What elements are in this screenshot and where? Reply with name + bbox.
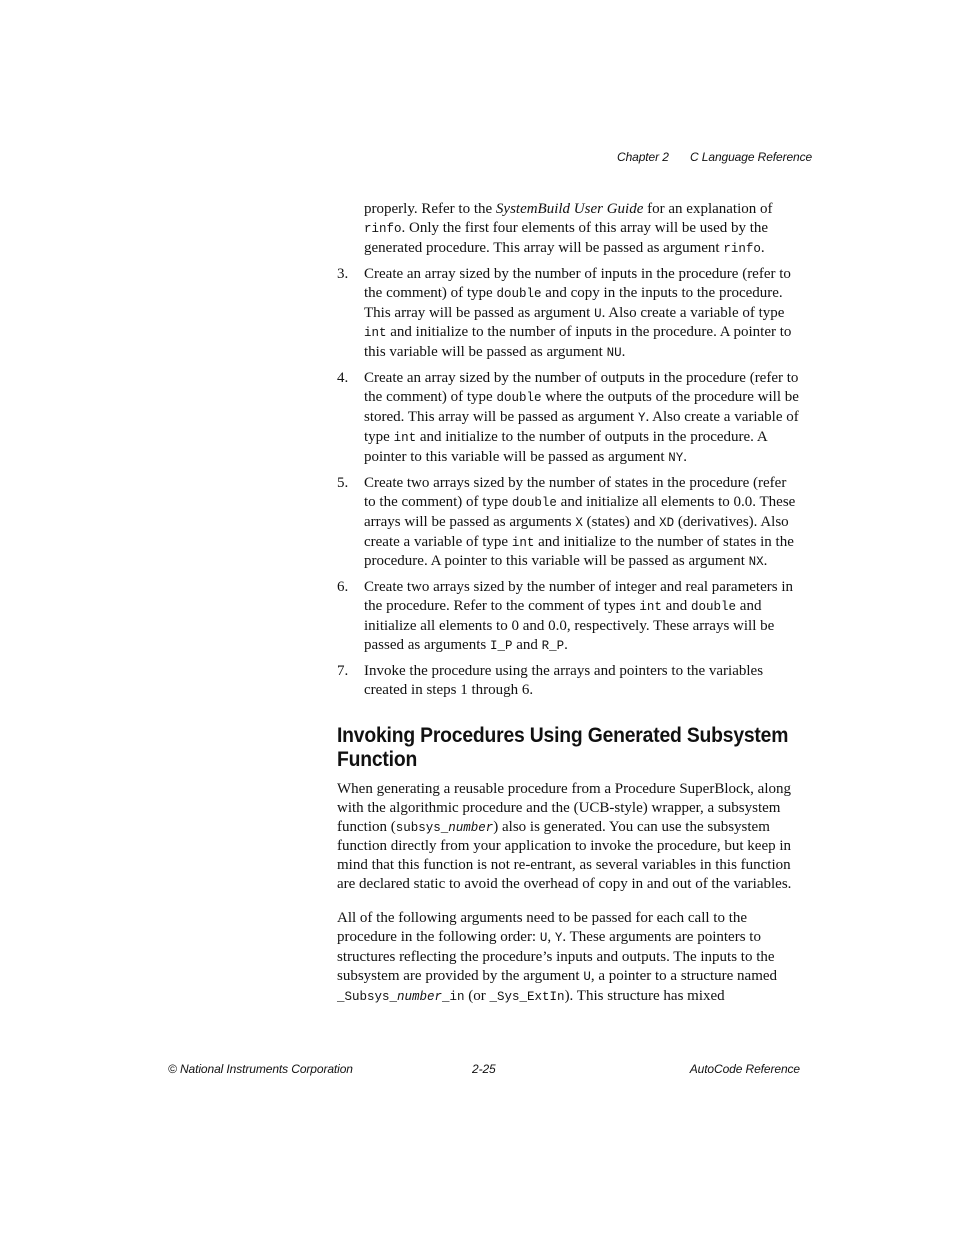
- step-number: 3.: [337, 265, 349, 282]
- step-number: 6.: [337, 579, 349, 596]
- code-term: NX: [748, 555, 764, 570]
- code-term: Y: [554, 931, 563, 946]
- code-term: double: [511, 495, 557, 510]
- header-section-title: C Language Reference: [690, 150, 813, 164]
- code-term: int: [511, 535, 535, 550]
- list-item-step-5: 5. Create two arrays sized by the number of states in the procedure (refer to the comment) of type double and initialize all elements to 0.0. These arrays will be passed as arguments X (states) and XD (derivatives). Also create a variable of type int and initialize to the number of states in the procedure. A pointer to this variable will be passed as argument NX.: [337, 474, 796, 570]
- code-term: int: [364, 326, 387, 341]
- running-header: [617, 150, 669, 164]
- code-term: X: [575, 515, 583, 530]
- code-term: XD: [659, 515, 675, 530]
- step-number: 5.: [337, 474, 349, 491]
- code-term: NY: [668, 450, 684, 465]
- section-paragraph-1: When generating a reusable procedure from a Procedure SuperBlock, along with the algorithmic procedure and the (UCB-style) wrapper, a subsystem function (subsys_number) also is generated. You can use the subsystem function directly from your application to invoke the procedure, but keep in mind that this function is not re-entrant, as several variables in this function are declared static to avoid the overhead of copy in and out of the variables.: [337, 780, 792, 893]
- code-term: I_P: [489, 639, 513, 654]
- section-heading: Invoking Procedures Using Generated Subsystem Function: [337, 723, 789, 771]
- code-term: U: [539, 931, 548, 946]
- footer-page-number: 2-25: [472, 1062, 496, 1076]
- code-term: int: [393, 430, 417, 445]
- list-item-step-7: 7. Invoke the procedure using the arrays and pointers to the variables created in steps 1 through 6.: [337, 662, 764, 698]
- code-term: Y: [637, 411, 646, 426]
- code-term: _Subsys_number_in: [337, 989, 465, 1004]
- footer-manual-title: AutoCode Reference: [689, 1062, 800, 1076]
- step-number: 4.: [337, 370, 349, 387]
- code-term: double: [691, 600, 737, 615]
- code-term: double: [496, 286, 542, 301]
- section-paragraph-2: All of the following arguments need to be passed for each call to the procedure in the following order: U, Y. These arguments are pointers to structures reflecting the procedure’s inputs and outputs. The inputs to the subsystem are provided by the argument U, a pointer to a structure named _Subsys_number_in (or _Sys_ExtIn). This structure has mixed: [337, 910, 778, 1004]
- code-term: _Sys_ExtIn: [489, 989, 565, 1004]
- list-item-step-3: 3. Create an array sized by the number of inputs in the procedure (refer to the comment) of type double and copy in the inputs to the procedure. This array will be passed as argument U. Also create a variable of type int and initialize to the number of inputs in the procedure. A pointer to this variable will be passed as argument NU.: [337, 265, 792, 361]
- code-term: NU: [606, 346, 622, 361]
- code-term: R_P: [541, 639, 565, 654]
- book-title: SystemBuild User Guide: [495, 201, 644, 217]
- footer-copyright: © National Instruments Corporation: [168, 1062, 353, 1076]
- code-term: U: [583, 969, 591, 984]
- code-term: U: [594, 306, 602, 321]
- list-item-step-6: 6. Create two arrays sized by the number of integer and real parameters in the procedure. Refer to the comment of types int and double and initialize all elements to 0 and 0.0, respectively. These arrays will be passed as arguments I_P and R_P.: [337, 579, 793, 654]
- code-term: int: [639, 600, 662, 615]
- code-term: rinfo: [723, 241, 761, 256]
- code-term: rinfo: [364, 221, 402, 236]
- code-term: double: [496, 391, 542, 406]
- list-item-step-4: 4. Create an array sized by the number of outputs in the procedure (refer to the comment) of type double where the outputs of the procedure will be stored. This array will be passed as argument Y. Also create a variable of type int and initialize to the number of outputs in the procedure. A pointer to this variable will be passed as argument NY.: [337, 370, 799, 465]
- running-header-section: [690, 150, 812, 164]
- step-number: 7.: [337, 662, 349, 679]
- header-chapter: Chapter 2: [617, 150, 669, 164]
- continued-step-text: properly. Refer to the SystemBuild User Guide for an explanation of rinfo. Only the first four elements of this array will be used by the generated procedure. This array will be passed as argument rinfo.: [364, 201, 773, 256]
- page-body: [337, 200, 800, 1022]
- code-term: subsys_number: [395, 820, 494, 835]
